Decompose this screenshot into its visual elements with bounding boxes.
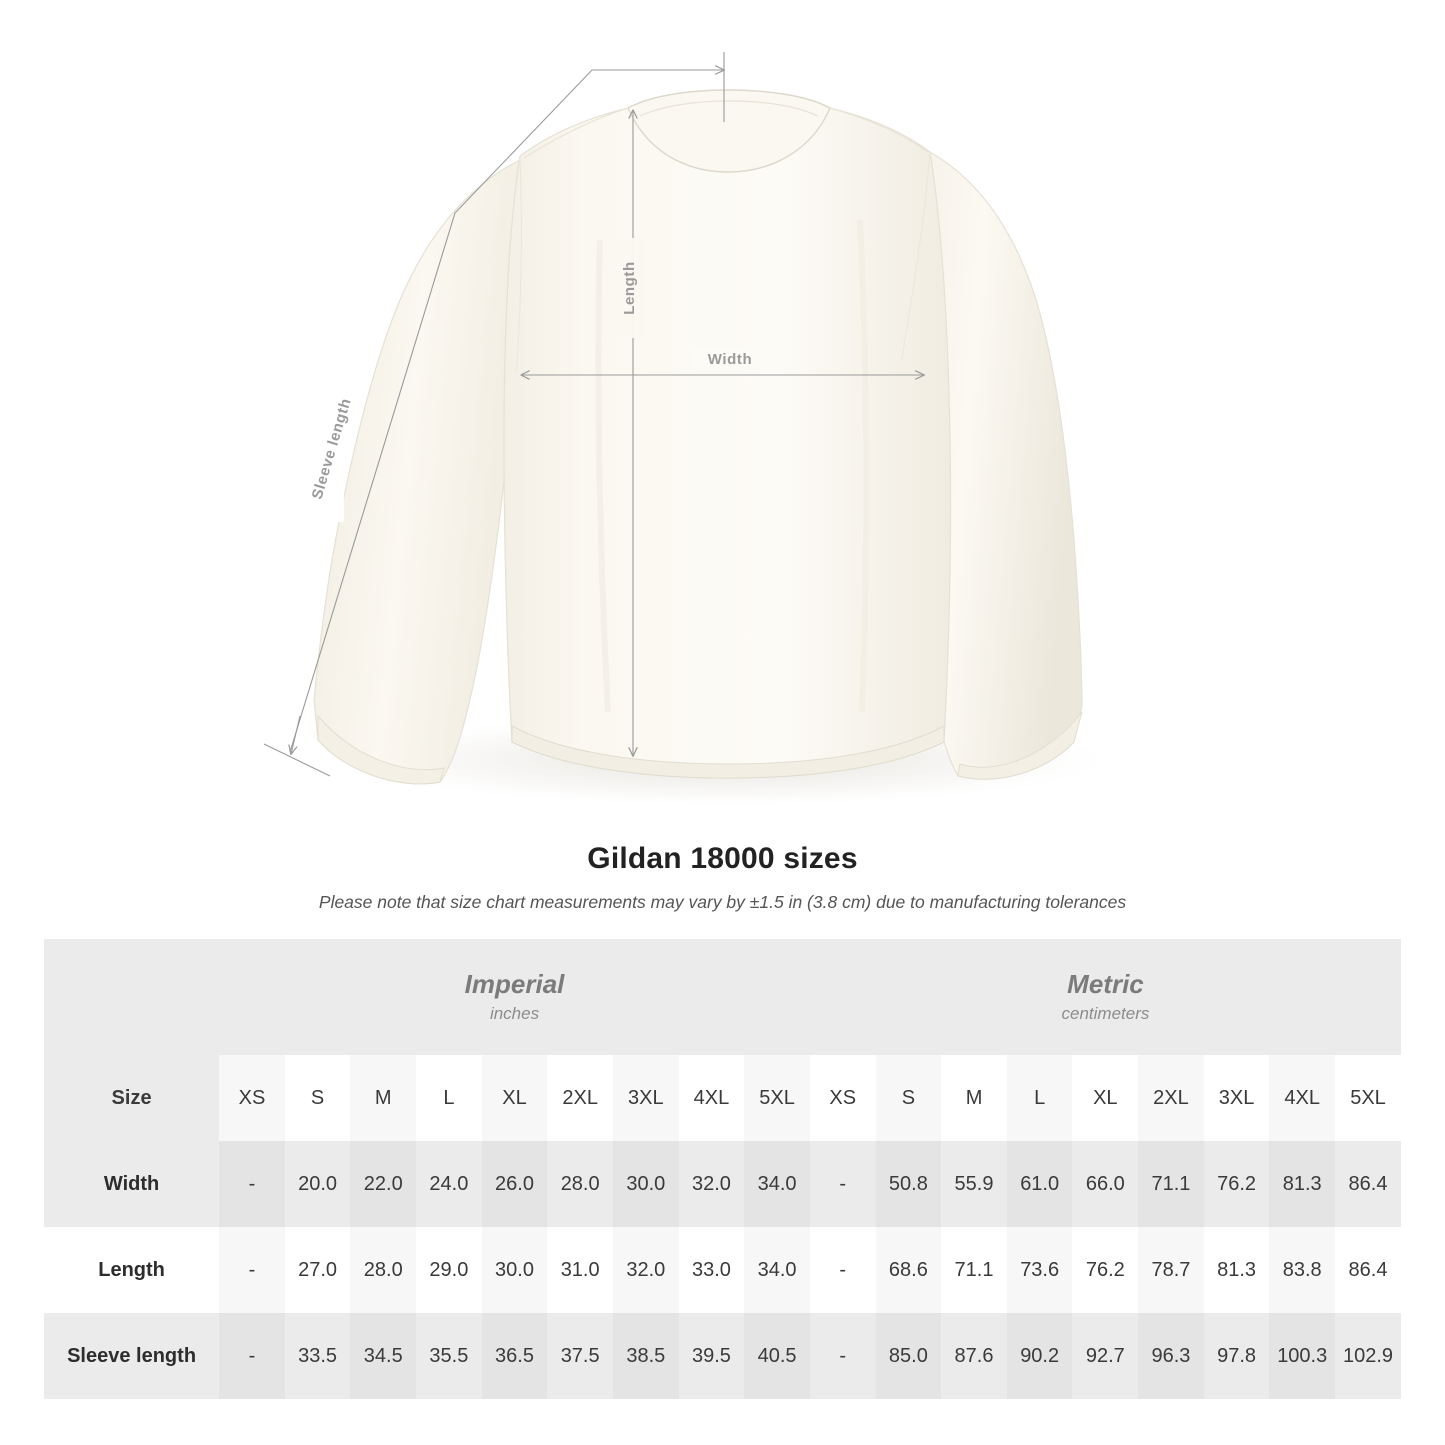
cell-length-3: 29.0: [416, 1227, 482, 1313]
cell-sleeve-4: 36.5: [482, 1313, 548, 1399]
cell-width-16: 81.3: [1269, 1141, 1335, 1227]
size-table: [44, 939, 1401, 1399]
page-title: Gildan 18000 sizes: [587, 842, 858, 875]
cell-width-14: 71.1: [1138, 1141, 1204, 1227]
cell-sleeve-3: 35.5: [416, 1313, 482, 1399]
cell-width-12: 61.0: [1007, 1141, 1073, 1227]
cell-sleeve-13: 92.7: [1072, 1313, 1138, 1399]
cell-sleeve-11: 87.6: [941, 1313, 1007, 1399]
cell-width-17: 86.4: [1335, 1141, 1401, 1227]
cell-sleeve-14: 96.3: [1138, 1313, 1204, 1399]
cell-sleeve-9: -: [810, 1313, 876, 1399]
cell-sleeve-16: 100.3: [1269, 1313, 1335, 1399]
cell-length-15: 81.3: [1204, 1227, 1270, 1313]
unit-header-row: [44, 939, 1401, 1055]
cell-width-4: 26.0: [482, 1141, 548, 1227]
cell-width-6: 30.0: [613, 1141, 679, 1227]
cell-sleeve-7: 39.5: [679, 1313, 745, 1399]
header-col-7: 4XL: [679, 1055, 745, 1141]
header-col-2: M: [350, 1055, 416, 1141]
length-label: Length: [621, 261, 638, 315]
header-col-8: 5XL: [744, 1055, 810, 1141]
cell-length-16: 83.8: [1269, 1227, 1335, 1313]
cell-sleeve-8: 40.5: [744, 1313, 810, 1399]
header-col-1: S: [285, 1055, 351, 1141]
cell-length-5: 31.0: [547, 1227, 613, 1313]
cell-length-4: 30.0: [482, 1227, 548, 1313]
cell-width-7: 32.0: [679, 1141, 745, 1227]
header-col-3: L: [416, 1055, 482, 1141]
header-col-9: XS: [810, 1055, 876, 1141]
cell-sleeve-10: 85.0: [876, 1313, 942, 1399]
header-col-0: XS: [219, 1055, 285, 1141]
cell-width-2: 22.0: [350, 1141, 416, 1227]
cell-length-6: 32.0: [613, 1227, 679, 1313]
table-row-sleeve-length: [44, 1313, 1401, 1399]
unit-sub-imperial: inches: [489, 1004, 540, 1024]
cell-width-13: 66.0: [1072, 1141, 1138, 1227]
header-col-11: M: [941, 1055, 1007, 1141]
unit-title-imperial: Imperial: [464, 968, 565, 999]
cell-sleeve-15: 97.8: [1204, 1313, 1270, 1399]
table-row-length: [44, 1227, 1401, 1313]
cell-width-11: 55.9: [941, 1141, 1007, 1227]
cell-width-8: 34.0: [744, 1141, 810, 1227]
header-col-4: XL: [482, 1055, 548, 1141]
cell-length-9: -: [810, 1227, 876, 1313]
size-table-wrap: [0, 939, 1445, 1399]
cell-length-2: 28.0: [350, 1227, 416, 1313]
unit-sub-metric: centimeters: [1061, 1004, 1150, 1024]
cell-width-10: 50.8: [876, 1141, 942, 1227]
cell-length-8: 34.0: [744, 1227, 810, 1313]
size-header-row: [44, 1055, 1401, 1141]
cell-length-1: 27.0: [285, 1227, 351, 1313]
header-col-5: 2XL: [547, 1055, 613, 1141]
cell-length-10: 68.6: [876, 1227, 942, 1313]
cell-length-17: 86.4: [1335, 1227, 1401, 1313]
header-size-label: Size: [44, 1055, 219, 1141]
title-block: [0, 842, 1445, 913]
header-col-14: 2XL: [1138, 1055, 1204, 1141]
table-row-width: [44, 1141, 1401, 1227]
cell-width-5: 28.0: [547, 1141, 613, 1227]
cell-width-9: -: [810, 1141, 876, 1227]
header-col-17: 5XL: [1335, 1055, 1401, 1141]
cell-length-7: 33.0: [679, 1227, 745, 1313]
header-col-10: S: [876, 1055, 942, 1141]
cell-sleeve-1: 33.5: [285, 1313, 351, 1399]
cell-sleeve-12: 90.2: [1007, 1313, 1073, 1399]
cell-width-3: 24.0: [416, 1141, 482, 1227]
cell-sleeve-5: 37.5: [547, 1313, 613, 1399]
cell-sleeve-17: 102.9: [1335, 1313, 1401, 1399]
cell-length-14: 78.7: [1138, 1227, 1204, 1313]
unit-spacer: [44, 939, 219, 1055]
tolerance-note: Please note that size chart measurements may vary by ±1.5 in (3.8 cm) due to manufacturing tolerances: [318, 892, 1127, 912]
header-col-6: 3XL: [613, 1055, 679, 1141]
header-col-12: L: [1007, 1055, 1073, 1141]
width-label: Width: [707, 351, 753, 368]
sleeve-length-label: Sleeve length: [308, 396, 355, 502]
unit-title-metric: Metric: [1067, 968, 1144, 999]
cell-length-13: 76.2: [1072, 1227, 1138, 1313]
cell-sleeve-0: -: [219, 1313, 285, 1399]
cell-width-0: -: [219, 1141, 285, 1227]
cell-sleeve-6: 38.5: [613, 1313, 679, 1399]
header-col-13: XL: [1072, 1055, 1138, 1141]
cell-width-1: 20.0: [285, 1141, 351, 1227]
row-label-length: Length: [44, 1227, 219, 1313]
row-label-sleeve-length: Sleeve length: [44, 1313, 219, 1399]
cell-length-11: 71.1: [941, 1227, 1007, 1313]
cell-sleeve-2: 34.5: [350, 1313, 416, 1399]
header-col-16: 4XL: [1269, 1055, 1335, 1141]
header-col-15: 3XL: [1204, 1055, 1270, 1141]
unit-group-imperial: [219, 939, 810, 1055]
cell-width-15: 76.2: [1204, 1141, 1270, 1227]
cell-length-0: -: [219, 1227, 285, 1313]
sweatshirt-graphic: [314, 90, 1082, 784]
unit-group-metric: [810, 939, 1401, 1055]
cell-length-12: 73.6: [1007, 1227, 1073, 1313]
row-label-width: Width: [44, 1141, 219, 1227]
